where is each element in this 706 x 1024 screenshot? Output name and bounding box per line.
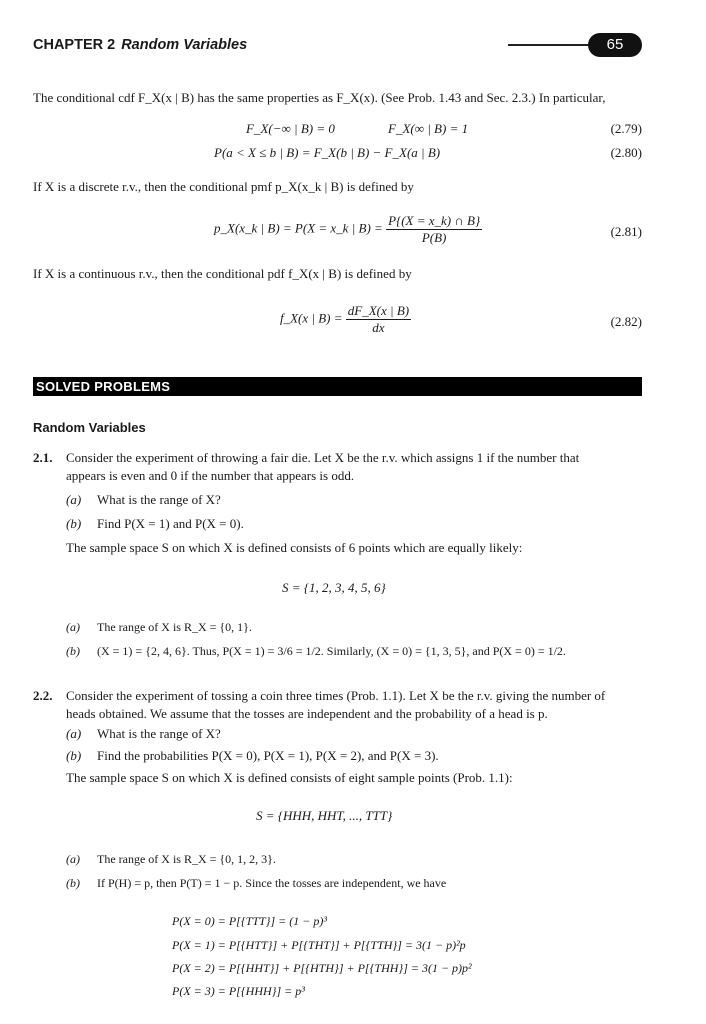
problem-2-1-line2: appears is even and 0 if the number that appears is odd. [66, 468, 355, 483]
eq-2-82-lhs: f_X(x | B) = [280, 310, 343, 326]
eq-tag-2-82: (2.82) [610, 314, 642, 329]
problem-2-1-number: 2.1. [33, 450, 53, 465]
header-rule [508, 44, 598, 46]
problem-2-2-qa: What is the range of X? [97, 726, 221, 741]
eq-2-81 [214, 213, 482, 246]
problem-2-2-result-1: P(X = 1) = P[{HTT}] + P[{THT}] + P[{TTH}] = 3(1 − p)²p [172, 938, 466, 952]
problem-2-1-qa: What is the range of X? [97, 492, 221, 507]
eq-tag-2-80: (2.80) [610, 145, 642, 160]
eq-2-81-fraction [386, 213, 482, 246]
problem-2-1-qa-label: (a) [66, 492, 82, 507]
section-banner: SOLVED PROBLEMS [33, 377, 642, 396]
eq-2-82-fraction [346, 303, 411, 336]
problem-2-2-qa-label: (a) [66, 726, 82, 741]
problem-2-2-number: 2.2. [33, 688, 53, 703]
problem-2-2-qb-label: (b) [66, 748, 82, 763]
intro-line: The conditional cdf F_X(x | B) has the same properties as F_X(x). (See Prob. 1.43 and Sec. 2.3.) In particular, [33, 90, 606, 105]
eq-tag-2-81: (2.81) [610, 224, 642, 239]
problem-2-1-line1: Consider the experiment of throwing a fair die. Let X be the r.v. which assigns 1 if the number that [66, 450, 580, 465]
problem-2-1-ans-b: (X = 1) = {2, 4, 6}. Thus, P(X = 1) = 3/6 = 1/2. Similarly, (X = 0) = {1, 3, 5}, and P(X = 0) = 1/2. [97, 644, 566, 658]
problem-2-2-ans-a-label: (a) [66, 852, 80, 866]
problem-2-2-sample-line: The sample space S on which X is defined consists of eight sample points (Prob. 1.1): [66, 770, 513, 785]
eq-2-79-left: F_X(−∞ | B) = 0 [246, 121, 335, 136]
section-subheading: Random Variables [33, 420, 146, 435]
eq-tag-2-79: (2.79) [610, 121, 642, 136]
eq-2-79-right: F_X(∞ | B) = 1 [388, 121, 469, 136]
continuous-line: If X is a continuous r.v., then the conditional pdf f_X(x | B) is defined by [33, 266, 412, 281]
problem-2-1-ans-b-label: (b) [66, 644, 80, 658]
eq-2-81-lhs: p_X(x_k | B) = P(X = x_k | B) = [214, 220, 383, 236]
problem-2-2-line2: heads obtained. We assume that the tosses are independent and the probability of a head is p. [66, 706, 548, 721]
problem-2-2-qb: Find the probabilities P(X = 0), P(X = 1), P(X = 2), and P(X = 3). [97, 748, 439, 763]
eq-2-82-denominator: dx [372, 320, 385, 335]
problem-2-2-ans-b-label: (b) [66, 876, 80, 890]
problem-2-1-sample-line: The sample space S on which X is defined consists of 6 points which are equally likely: [66, 540, 523, 555]
eq-2-81-numerator: P{(X = x_k) ∩ B} [388, 213, 481, 228]
problem-2-1-sample-eq: S = {1, 2, 3, 4, 5, 6} [282, 580, 386, 595]
problem-2-1-qb: Find P(X = 1) and P(X = 0). [97, 516, 244, 531]
chapter-number: CHAPTER 2 [33, 37, 116, 53]
page-number: 65 [588, 33, 642, 57]
problem-2-2-result-3: P(X = 3) = P[{HHH}] = p³ [172, 984, 305, 998]
problem-2-1-qb-label: (b) [66, 516, 82, 531]
eq-2-80: P(a < X ≤ b | B) = F_X(b | B) − F_X(a | B) [214, 145, 441, 160]
discrete-line: If X is a discrete r.v., then the conditional pmf p_X(x_k | B) is defined by [33, 179, 414, 194]
problem-2-2-result-2: P(X = 2) = P[{HHT}] + P[{HTH}] + P[{THH}] = 3(1 − p)p² [172, 961, 472, 975]
eq-2-82 [280, 303, 411, 336]
problem-2-1-ans-a-label: (a) [66, 620, 80, 634]
problem-2-2-ans-a: The range of X is R_X = {0, 1, 2, 3}. [97, 852, 276, 866]
problem-2-2-sample-eq: S = {HHH, HHT, ..., TTT} [256, 808, 393, 823]
eq-2-81-denominator: P(B) [421, 230, 447, 245]
problem-2-2-ans-b: If P(H) = p, then P(T) = 1 − p. Since the tosses are independent, we have [97, 876, 447, 890]
problem-2-2-result-0: P(X = 0) = P[{TTT}] = (1 − p)³ [172, 914, 327, 928]
chapter-title: Random Variables [121, 37, 248, 53]
problem-2-1-ans-a: The range of X is R_X = {0, 1}. [97, 620, 252, 634]
problem-2-2-line1: Consider the experiment of tossing a coin three times (Prob. 1.1). Let X be the r.v. giving the number of [66, 688, 606, 703]
chapter-heading [33, 37, 247, 53]
eq-2-82-numerator: dF_X(x | B) [347, 303, 410, 318]
